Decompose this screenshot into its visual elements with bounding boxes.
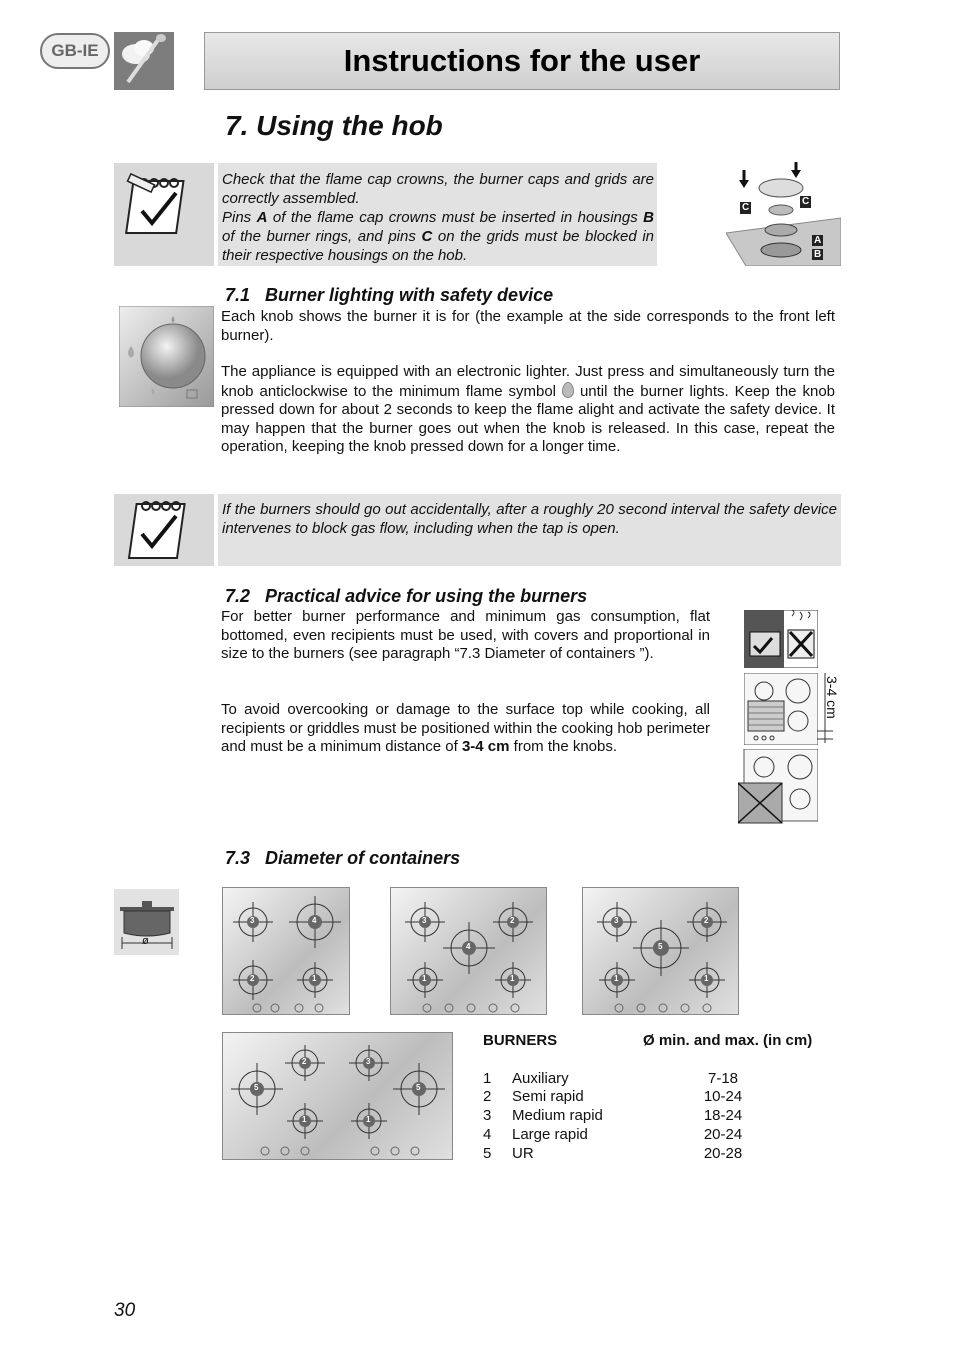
section-title: 7. Using the hob	[225, 110, 443, 141]
page-number: 30	[114, 1300, 136, 1321]
burner-diameter-table	[483, 1032, 833, 1164]
burner-label: 2	[510, 916, 515, 925]
burner-label: 1	[422, 974, 427, 983]
burner-label: 3	[366, 1057, 371, 1066]
label-c-left: C	[742, 202, 750, 213]
burner-label: 4	[466, 942, 471, 951]
s72-para1: For better burner performance and minimum gas consumption, flat bottomed, even recipients must be used, with covers and proportional in size to the burners (see paragraph “7.3 Diameter of containers ”).	[221, 608, 710, 663]
burner-label: 1	[614, 974, 619, 983]
heading-7-2: 7.2 Practical advice for using the burners	[225, 586, 588, 606]
burner-label: 4	[312, 916, 317, 925]
hob-6-burner-figure	[222, 1032, 453, 1160]
hob-5-burner-figure	[390, 887, 547, 1015]
table-row: 1 Auxiliary 7-18	[483, 1069, 739, 1087]
burner-label: 1	[704, 974, 709, 983]
header-diameter: Ø min. and max. (in cm)	[643, 1032, 813, 1049]
burner-label: 3	[614, 916, 619, 925]
burner-label: 1	[366, 1115, 371, 1124]
dimension-label: 3-4 cm	[824, 676, 840, 719]
notepad-check-icon	[114, 163, 214, 266]
page-header-title: Instructions for the user	[343, 43, 701, 78]
table-header	[483, 1032, 833, 1051]
hob-5-burner-ur-figure	[582, 887, 739, 1015]
notepad-check-icon	[114, 494, 214, 566]
label-b: B	[814, 249, 822, 260]
region-badge: GB-IE	[40, 33, 110, 69]
note-safety-text: If the burners should go out accidentally, after a roughly 20 second interval the safety device intervenes to block gas flow, including when the tap is open.	[222, 501, 837, 537]
table-row: 2 Semi rapid 10-24	[483, 1088, 743, 1106]
label-a: A	[814, 235, 822, 246]
heading-7-1: 7.1 Burner lighting with safety device	[225, 285, 554, 305]
heading-7-3: 7.3 Diameter of containers	[225, 848, 461, 868]
s71-para1: Each knob shows the burner it is for (the example at the side corresponds to the front left burner).	[221, 308, 835, 344]
burner-label: 2	[704, 916, 709, 925]
pot-diameter-icon	[114, 889, 179, 955]
table-row: 3 Medium rapid 18-24	[483, 1107, 743, 1125]
s72-para2: To avoid overcooking or damage to the surface top while cooking, all recipients or griddles must be positioned within the cooking hob perimeter and must be a minimum distance of 3-4 cm from the knobs.	[221, 701, 710, 756]
chef-spoon-logo	[114, 32, 174, 90]
table-row: 5 UR 20-28	[483, 1144, 743, 1162]
burner-label: 1	[510, 974, 515, 983]
table-row: 4 Large rapid 20-24	[483, 1125, 743, 1143]
knob-figure	[119, 306, 214, 407]
burner-label: 5	[254, 1083, 259, 1092]
burner-label: 1	[302, 1115, 307, 1124]
hob-4-burner-figure	[222, 887, 350, 1015]
burner-label: 2	[302, 1057, 307, 1066]
burner-label: 3	[250, 916, 255, 925]
s71-para2: The appliance is equipped with an electronic lighter. Just press and simultaneously turn the knob anticlockwise to the minimum flame symbol until the burner lights. Keep the knob pressed down for about 2 seconds to keep the flame alight and activate the safety device. It may happen that the burner goes out when the knob is released. In this case, repeat the operation, keeping the knob pressed down for a longer time.	[221, 363, 836, 456]
min-flame-icon	[562, 382, 574, 398]
burner-assembly-figure	[726, 158, 841, 266]
burner-label: 5	[658, 942, 663, 951]
pot-with-lid-icon	[744, 610, 818, 668]
header-burners: BURNERS	[483, 1032, 558, 1049]
burner-label: 2	[250, 974, 255, 983]
label-c-right: C	[802, 196, 810, 207]
burner-label: 5	[416, 1083, 421, 1092]
hob-wrong-position-figure	[738, 749, 818, 825]
note2-icon-box	[114, 494, 214, 566]
burner-label: 1	[312, 974, 317, 983]
burner-label: 3	[422, 916, 427, 925]
note-icon-box	[114, 163, 214, 266]
note-assembly-text: Check that the flame cap crowns, the burner caps and grids are correctly assembled. Pins A of the flame cap crowns must be inserted in housings B of the burner rings, and pins C on the grids must be blocked in their respective housings on the hob.	[222, 171, 654, 264]
hob-distance-figure	[744, 673, 818, 745]
diameter-symbol: ø	[142, 935, 149, 947]
